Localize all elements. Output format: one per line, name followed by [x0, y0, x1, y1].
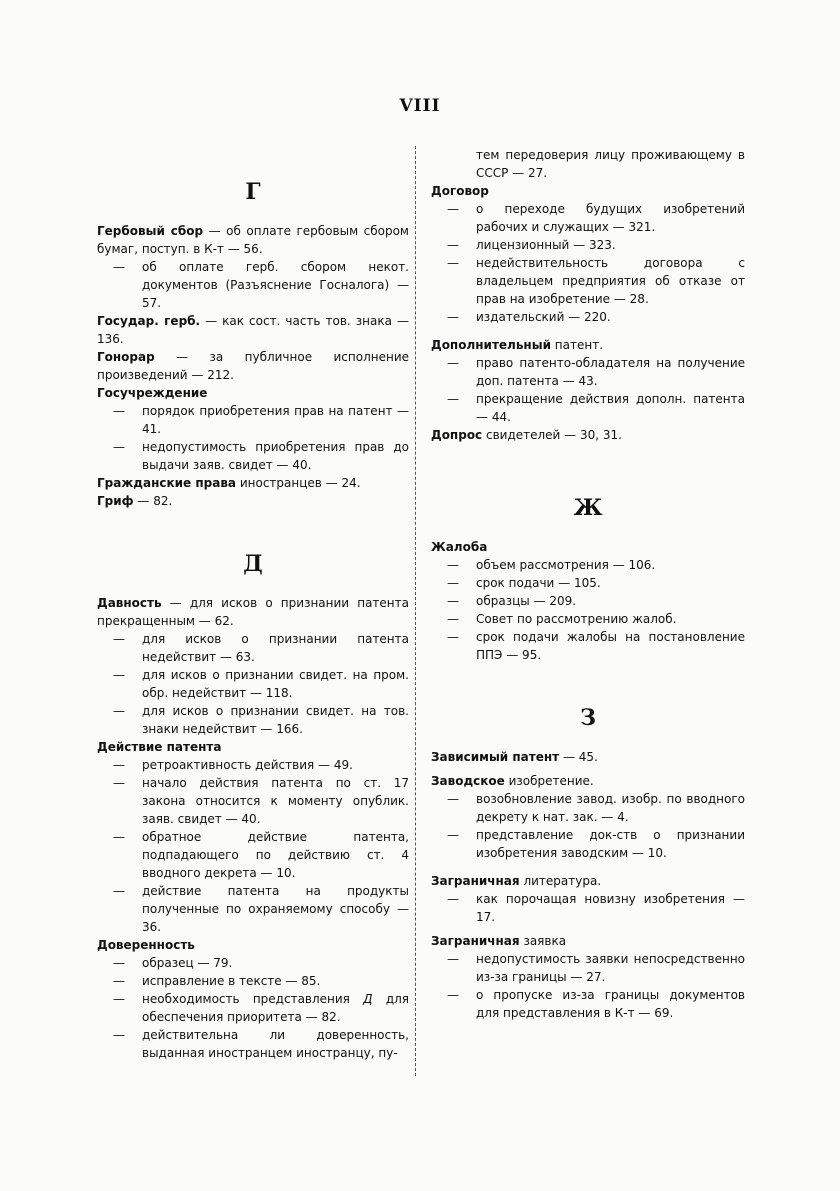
headword: Заводское — [431, 774, 505, 788]
dash: — — [447, 558, 459, 572]
sub-entry — [431, 308, 745, 326]
dash: — — [113, 668, 125, 682]
dash: — — [447, 828, 459, 842]
headword: Давность — [97, 596, 162, 610]
entry-text: — за публичное исполнение произведений — 212. — [97, 350, 409, 382]
headword: Госучреждение — [97, 386, 208, 400]
entry-text: как порочащая новизну изобретения — 17. — [476, 892, 745, 924]
sub-entry — [431, 592, 745, 610]
index-entry — [97, 474, 409, 492]
entry-text: издательский — 220. — [476, 310, 611, 324]
sub-entry — [431, 890, 745, 926]
index-entry — [431, 932, 745, 950]
dash: — — [447, 952, 459, 966]
dash: — — [113, 1028, 125, 1042]
sub-entry — [431, 950, 745, 986]
entry-text: изобретение. — [504, 774, 594, 788]
index-entry — [431, 182, 745, 200]
dash: — — [447, 792, 459, 806]
entry-text: представление док-ств о признании изобретения заводским — 10. — [476, 828, 745, 860]
dash: — — [447, 630, 459, 644]
sub-entry — [431, 826, 745, 862]
headword: Жалоба — [431, 540, 488, 554]
sub-entry — [97, 756, 409, 774]
sub-entry — [431, 610, 745, 628]
headword: Заграничная — [431, 934, 520, 948]
dash: — — [447, 202, 459, 216]
headword: Гриф — [97, 494, 134, 508]
headword: Дополнительный — [431, 338, 551, 352]
dash: — — [113, 992, 125, 1006]
entry-text: для исков о признании свидет. на тов. знаки недействит — 166. — [142, 704, 409, 736]
entry-text: литература. — [519, 874, 602, 888]
dash: — — [113, 758, 125, 772]
entry-text: образец — 79. — [142, 956, 233, 970]
sub-entry — [97, 882, 409, 936]
entry-text: для обеспечения приоритета — 82. — [142, 992, 409, 1024]
entry-text: срок подачи — 105. — [476, 576, 601, 590]
dash: — — [113, 260, 125, 274]
headword: Зависимый патент — [431, 750, 560, 764]
entry-text: возобновление завод. изобр. по вводного декрету к нат. зак. — 4. — [476, 792, 745, 824]
entry-text: недействительность договора с владельцем предприятия об отказе от прав на изобретение — 28. — [476, 256, 745, 306]
continued-entry: тем передоверия лицу проживающему в СССР — 27. — [476, 148, 745, 180]
sub-entry — [431, 390, 745, 426]
entry-text: ретроактивность действия — 49. — [142, 758, 353, 772]
sub-entry — [431, 628, 745, 664]
page-number: VIII — [399, 96, 441, 116]
sub-entry — [97, 402, 409, 438]
index-entry — [431, 872, 745, 890]
entry-text: недопустимость приобретения прав до выдачи заяв. свидет — 40. — [142, 440, 409, 472]
sub-entry — [97, 1026, 409, 1062]
dash: — — [447, 356, 459, 370]
entry-text: прекращение действия дополн. патента — 44. — [476, 392, 745, 424]
entry-text: Совет по рассмотрению жалоб. — [476, 612, 677, 626]
sub-entry — [431, 236, 745, 254]
dash: — — [447, 988, 459, 1002]
headword: Доверенность — [97, 938, 195, 952]
dash: — — [113, 884, 125, 898]
sub-entry — [97, 828, 409, 882]
dash: — — [447, 576, 459, 590]
entry-text: действие патента на продукты полученные по охраняемому способу — 36. — [142, 884, 409, 934]
index-entry — [431, 538, 745, 556]
sub-entry — [97, 990, 409, 1026]
index-entry — [97, 222, 409, 258]
entry-text: свидетелей — 30, 31. — [482, 428, 622, 442]
entry-text: патент. — [550, 338, 604, 352]
entry-text: — как сост. часть тов. знака — 136. — [97, 314, 409, 346]
entry-text: для исков о признании свидет. на пром. обр. недействит — 118. — [142, 668, 409, 700]
headword: Государ. герб. — [97, 314, 201, 328]
sub-entry — [431, 790, 745, 826]
dash: — — [447, 256, 459, 270]
sub-entry — [431, 556, 745, 574]
column-divider — [415, 146, 416, 1076]
entry-text: для исков о признании патента недействит — 63. — [142, 632, 409, 664]
entry-text: — 82. — [133, 494, 173, 508]
sub-entry — [97, 774, 409, 828]
dash: — — [113, 830, 125, 844]
index-entry — [97, 384, 409, 402]
entry-text: — об оплате гербовым сбором бумаг, поступ. в К-т — 56. — [97, 224, 409, 256]
entry-text: — для исков о признании патента прекращенным — 62. — [97, 596, 409, 628]
entry-text: право патенто-обладателя на получение доп. патента — 43. — [476, 356, 745, 388]
sub-entry — [431, 354, 745, 390]
sub-entry — [97, 666, 409, 702]
index-entry — [431, 336, 745, 354]
entry-text: объем рассмотрения — 106. — [476, 558, 656, 572]
dash: — — [113, 632, 125, 646]
dash: — — [447, 612, 459, 626]
entry-text: иностранцев — 24. — [236, 476, 361, 490]
entry-text: о пропуске из-за границы документов для представления в К-т — 69. — [476, 988, 745, 1020]
dash: — — [113, 776, 125, 790]
dash: — — [113, 704, 125, 718]
index-entry — [97, 348, 409, 384]
index-entry — [97, 594, 409, 630]
entry-text: срок подачи жалобы на постановление ППЭ — 95. — [476, 630, 745, 662]
index-entry — [97, 492, 409, 510]
index-entry — [431, 748, 745, 766]
section-letter-zh: Ж — [573, 495, 603, 521]
index-entry — [431, 426, 745, 444]
entry-text: заявка — [519, 934, 567, 948]
index-entry — [97, 936, 409, 954]
entry-text: начало действия патента по ст. 17 закона относится к моменту опублик. заяв. свидет — 40. — [142, 776, 409, 826]
left-column — [97, 140, 409, 1062]
headword: Допрос — [431, 428, 483, 442]
sub-entry — [97, 954, 409, 972]
headword: Договор — [431, 184, 489, 198]
sub-entry — [97, 438, 409, 474]
entry-text: недопустимость заявки непосредственно из-за границы — 27. — [476, 952, 745, 984]
dash: — — [447, 594, 459, 608]
entry-text: обратное действие патента, подпадающего по действию ст. 4 вводного декрета — 10. — [142, 830, 409, 880]
entry-text: образцы — 209. — [476, 594, 577, 608]
headword: Гонорар — [97, 350, 155, 364]
headword: Гражданские права — [97, 476, 237, 490]
headword: Заграничная — [431, 874, 520, 888]
dash: — — [447, 238, 459, 252]
entry-text: порядок приобретения прав на патент — 41. — [142, 404, 409, 436]
entry-text: — 45. — [559, 750, 598, 764]
right-column — [431, 146, 745, 1022]
headword: Гербовый сбор — [97, 224, 204, 238]
entry-text: о переходе будущих изобретений рабочих и служащих — 321. — [476, 202, 745, 234]
dash: — — [113, 974, 125, 988]
entry-text: об оплате герб. сбором некот. документов (Разъяснение Госналога) — 57. — [142, 260, 409, 310]
sub-entry — [97, 972, 409, 990]
sub-entry — [431, 254, 745, 308]
dash: — — [447, 392, 459, 406]
index-entry — [97, 312, 409, 348]
dash: — — [113, 404, 125, 418]
dash: — — [447, 892, 459, 906]
entry-text: исправление в тексте — 85. — [142, 974, 321, 988]
sub-entry — [431, 574, 745, 592]
sub-entry — [431, 200, 745, 236]
entry-text: лицензионный — 323. — [476, 238, 616, 252]
section-letter-d: Д — [243, 551, 263, 577]
headword: Действие патента — [97, 740, 222, 754]
entry-text-italic: Д — [363, 992, 373, 1006]
sub-entry — [97, 258, 409, 312]
sub-entry — [431, 986, 745, 1022]
section-letter-g: Г — [245, 179, 261, 205]
sub-entry — [97, 630, 409, 666]
index-entry — [97, 738, 409, 756]
dash: — — [113, 956, 125, 970]
index-entry — [431, 772, 745, 790]
section-letter-z: З — [580, 705, 596, 731]
entry-text: необходимость представления — [142, 992, 364, 1006]
sub-entry — [97, 702, 409, 738]
dash: — — [113, 440, 125, 454]
dash: — — [447, 310, 459, 324]
entry-text: действительна ли доверенность, выданная иностранцем иностранцу, пу- — [142, 1028, 409, 1060]
